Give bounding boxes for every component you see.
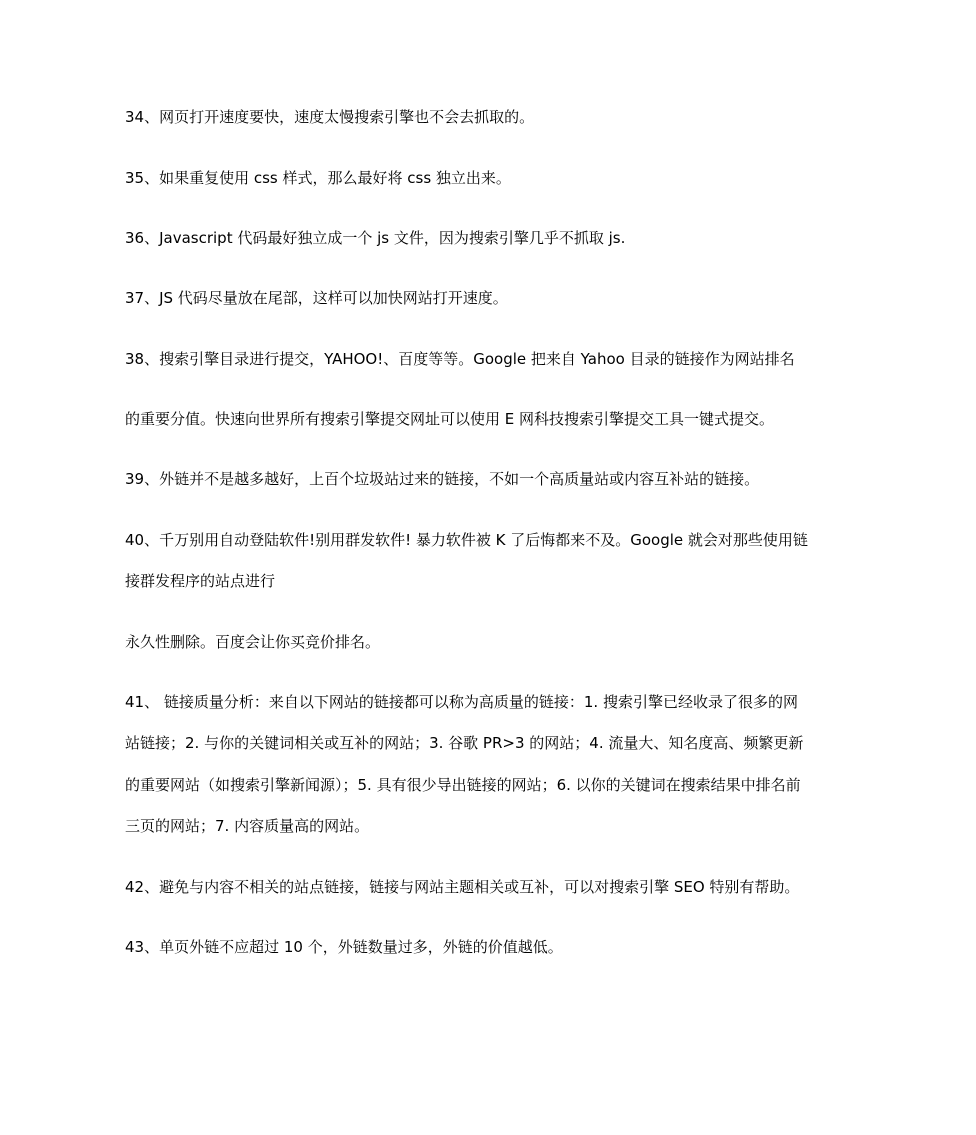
text-line-41b: 站链接；2. 与你的关键词相关或互补的网站；3. 谷歌 PR>3 的网站；4. 流量大、知名度高、频繁更新 [125, 734, 804, 752]
text-line-40b: 接群发程序的站点进行 [125, 572, 276, 590]
text-line-41d: 三页的网站；7. 内容质量高的网站。 [125, 817, 370, 835]
text-line-38a: 38、搜索引擎目录进行提交，YAHOO!、百度等等。Google 把来自 Yahoo 目录的链接作为网站排名 [125, 350, 795, 368]
text-line-35: 35、如果重复使用 css 样式，那么最好将 css 独立出来。 [125, 169, 511, 187]
text-line-39: 39、外链并不是越多越好，上百个垃圾站过来的链接，不如一个高质量站或内容互补站的链接。 [125, 470, 760, 488]
text-line-34: 34、网页打开速度要快，速度太慢搜索引擎也不会去抓取的。 [125, 108, 535, 126]
text-line-41a: 41、 链接质量分析：来自以下网站的链接都可以称为高质量的链接：1. 搜索引擎已经收录了很多的网 [125, 693, 798, 711]
text-line-40c: 永久性删除。百度会让你买竞价排名。 [125, 633, 381, 651]
text-line-37: 37、JS 代码尽量放在尾部，这样可以加快网站打开速度。 [125, 289, 508, 307]
text-line-43: 43、单页外链不应超过 10 个，外链数量过多，外链的价值越低。 [125, 938, 563, 956]
text-line-36: 36、Javascript 代码最好独立成一个 js 文件，因为搜索引擎几乎不抓取 js. [125, 229, 626, 247]
text-line-38b: 的重要分值。快速向世界所有搜索引擎提交网址可以使用 E 网科技搜索引擎提交工具一键式提交。 [125, 410, 775, 428]
text-line-40a: 40、千万别用自动登陆软件!别用群发软件! 暴力软件被 K 了后悔都来不及。Google 就会对那些使用链 [125, 531, 808, 549]
text-line-42: 42、避免与内容不相关的站点链接，链接与网站主题相关或互补，可以对搜索引擎 SEO 特别有帮助。 [125, 878, 800, 896]
text-line-41c: 的重要网站（如搜索引擎新闻源）；5. 具有很少导出链接的网站；6. 以你的关键词在搜索结果中排名前 [125, 776, 801, 794]
